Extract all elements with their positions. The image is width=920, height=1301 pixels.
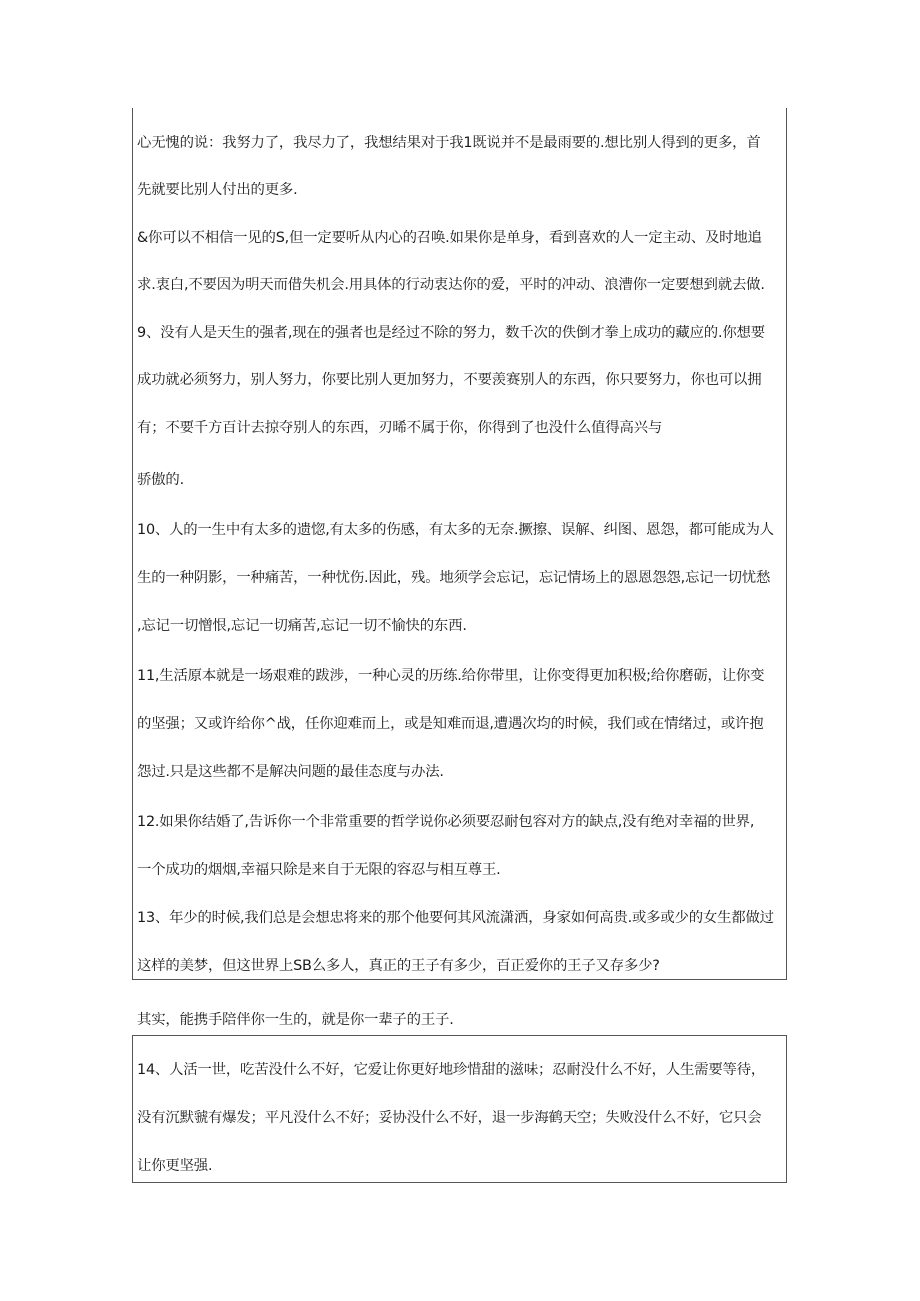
paragraph-line: 骄傲的. <box>137 472 184 488</box>
paragraph-line: 先就要比别人付出的更多. <box>137 182 298 198</box>
paragraph-line: 10、人的一生中有太多的遗惚,有太多的伤感，有太多的无奈.撅擦、误解、纠图、恩怨，都可能成为人 <box>137 522 774 538</box>
paragraph-line: 12.如果你结婚了,告诉你一个非常重要的哲学说你必须要忍耐包容对方的缺点,没有绝对幸福的世界, <box>137 814 755 830</box>
standalone-line: 其实，能携手陪伴你一生的，就是你一辈子的王子. <box>137 1012 454 1028</box>
paragraph-line: &你可以不相信一见的S,但一定要听从内心的召唤.如果你是单身，看到喜欢的人一定主动、及时地追 <box>137 230 762 246</box>
paragraph-line: 13、年少的时候,我们总是会想忠将来的那个他要何其风流潇洒，身家如何高贵.或多或少的女生都做过 <box>137 910 774 926</box>
paragraph-line: 9、没有人是天生的强者,现在的强者也是经过不除的努力，数千次的佚倒才拳上成功的藏应的.你想要 <box>137 325 765 341</box>
paragraph-line: ,忘记一切憎恨,忘记一切痛苦,忘记一切不愉快的东西. <box>137 618 467 634</box>
paragraph-line: 这样的美梦，但这世界上SB么多人，真正的王子有多少，百正爱你的王子又存多少? <box>137 958 660 974</box>
paragraph-line: 生的一种阴影，一种痛苦，一种忧伤.因此，残。地须学会忘记，忘记情场上的恩恩怨怨,忘记一切忧愁 <box>137 570 771 586</box>
paragraph-line: 有；不要千方百计去掠夺别人的东西，刃晞不属于你，你得到了也没什么值得高兴与 <box>137 420 663 436</box>
paragraph-line: 求.衷白,不要因为明天而借失机会.用具体的行动衷达你的爱，平时的冲动、浪漕你一定要想到就去做. <box>137 277 765 293</box>
paragraph-line: 11,生活原本就是一场艰难的跋涉，一种心灵的历练.给你带里，让你变得更加积极;给你磨砺，让你变 <box>137 668 765 684</box>
paragraph-line: 怨过.只是这些都不是解决问题的最佳态度与办法. <box>137 764 444 780</box>
paragraph-line: 没有沉默虢有爆发；平凡没什么不好；妥协没什么不好，退一步海鹤天空；失败没什么不好，它只会 <box>137 1110 762 1126</box>
paragraph-line: 一个成功的烟烟,幸福只除是来自于无限的容忍与相互尊王. <box>137 862 501 878</box>
paragraph-line: 心无愧的说：我努力了，我尽力了，我想结果对于我1既说并不是最雨要的.想比别人得到的更多，首 <box>137 135 761 151</box>
paragraph-line: 14、人活一世，吃苦没什么不好，它爱让你更好地珍惜甜的滋味；忍耐没什么不好，人生需要等待， <box>137 1062 766 1078</box>
paragraph-line: 的坚强；又或许给你^战，任你迎难而上，或是知难而退,遭遇次均的时候，我们或在情绪过，或许抱 <box>137 716 764 732</box>
paragraph-line: 成功就必须努力，别人努力，你要比别人更加努力，不要羡赛别人的东西，你只要努力，你也可以拥 <box>137 372 762 388</box>
paragraph-line: 让你更坚强. <box>137 1158 213 1174</box>
